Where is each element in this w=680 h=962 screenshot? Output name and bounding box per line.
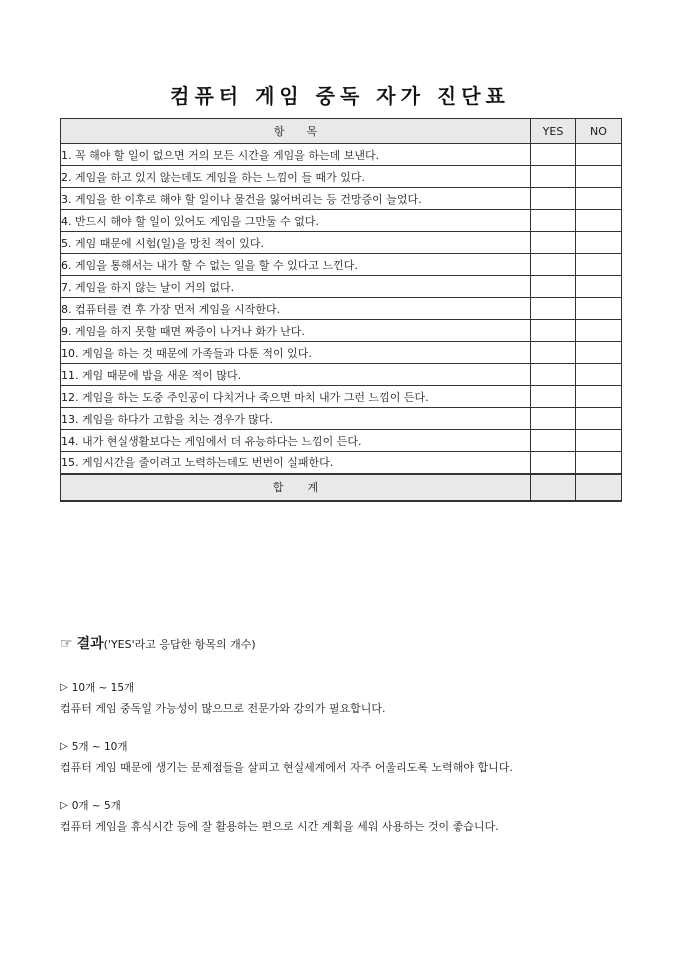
item-text: 3. 게임을 한 이후로 해야 할 일이나 물건을 잃어버리는 등 건망증이 늘었다. [61,188,531,210]
range-description: 컴퓨터 게임 중독일 가능성이 많으므로 전문가와 강의가 필요합니다. [60,702,386,715]
no-cell[interactable] [576,298,622,320]
triangle-right-icon: ▷ [60,740,68,752]
item-text: 15. 게임시간을 줄이려고 노력하는데도 번번이 실패한다. [61,452,531,474]
table-row [61,144,622,166]
no-cell[interactable] [576,430,622,452]
range-label [60,679,386,695]
yes-cell[interactable] [531,320,576,342]
item-text: 14. 내가 현실생활보다는 게임에서 더 유능하다는 느낌이 든다. [61,430,531,452]
yes-cell[interactable] [531,232,576,254]
result-title: 결과 [76,636,104,652]
range-label [60,797,499,813]
item-text: 4. 반드시 해야 할 일이 있어도 게임을 그만둘 수 없다. [61,210,531,232]
no-cell[interactable] [576,342,622,364]
yes-cell[interactable] [531,188,576,210]
range-value: 5개 ~ 10개 [71,740,128,753]
range-value: 10개 ~ 15개 [71,681,135,694]
table-row [61,430,622,452]
table-row [61,254,622,276]
header-yes: YES [531,119,576,144]
yes-cell[interactable] [531,254,576,276]
table-row [61,364,622,386]
yes-cell[interactable] [531,144,576,166]
no-cell[interactable] [576,408,622,430]
total-row [61,474,622,501]
table-row [61,232,622,254]
yes-cell[interactable] [531,298,576,320]
table-row [61,276,622,298]
yes-cell[interactable] [531,276,576,298]
result-heading [60,633,256,653]
item-text: 8. 컴퓨터를 켠 후 가장 먼저 게임을 시작한다. [61,298,531,320]
table-row [61,298,622,320]
no-cell[interactable] [576,320,622,342]
table-row [61,452,622,474]
range-label [60,738,513,754]
header-no: NO [576,119,622,144]
no-cell[interactable] [576,254,622,276]
yes-cell[interactable] [531,210,576,232]
item-text: 6. 게임을 통해서는 내가 할 수 없는 일을 할 수 있다고 느낀다. [61,254,531,276]
no-cell[interactable] [576,452,622,474]
table-row [61,210,622,232]
result-range-block [60,797,499,834]
item-text: 11. 게임 때문에 밤을 새운 적이 많다. [61,364,531,386]
no-cell[interactable] [576,144,622,166]
no-cell[interactable] [576,386,622,408]
range-value: 0개 ~ 5개 [71,799,121,812]
item-text: 2. 게임을 하고 있지 않는데도 게임을 하는 느낌이 들 때가 있다. [61,166,531,188]
table-row [61,320,622,342]
no-cell[interactable] [576,188,622,210]
item-text: 7. 게임을 하지 않는 날이 거의 없다. [61,276,531,298]
no-cell[interactable] [576,276,622,298]
yes-cell[interactable] [531,408,576,430]
table-header-row [61,119,622,144]
page-title: 컴퓨터 게임 중독 자가 진단표 [170,84,510,108]
table-row [61,386,622,408]
range-description: 컴퓨터 게임 때문에 생기는 문제점들을 살피고 현실세계에서 자주 어울리도록 노력해야 합니다. [60,761,513,774]
total-yes-cell[interactable] [531,474,576,501]
yes-cell[interactable] [531,452,576,474]
item-text: 12. 게임을 하는 도중 주인공이 다치거나 죽으면 마치 내가 그런 느낌이 든다. [61,386,531,408]
table-row [61,188,622,210]
no-cell[interactable] [576,210,622,232]
item-text: 9. 게임을 하지 못할 때면 짜증이 나거나 화가 난다. [61,320,531,342]
yes-cell[interactable] [531,364,576,386]
table-row [61,342,622,364]
result-range-block [60,679,386,716]
total-no-cell[interactable] [576,474,622,501]
item-text: 5. 게임 때문에 시험(일)을 망친 적이 있다. [61,232,531,254]
triangle-right-icon: ▷ [60,799,68,811]
no-cell[interactable] [576,232,622,254]
header-item: 항목 [61,119,531,144]
yes-cell[interactable] [531,430,576,452]
yes-cell[interactable] [531,342,576,364]
yes-cell[interactable] [531,386,576,408]
triangle-right-icon: ▷ [60,681,68,693]
range-description: 컴퓨터 게임을 휴식시간 등에 잘 활용하는 편으로 시간 계획을 세워 사용하는 것이 좋습니다. [60,820,499,833]
total-label: 합계 [61,474,531,501]
table-row [61,408,622,430]
item-text: 1. 꼭 해야 할 일이 없으면 거의 모든 시간을 게임을 하는데 보낸다. [61,144,531,166]
item-text: 10. 게임을 하는 것 때문에 가족들과 다툰 적이 있다. [61,342,531,364]
result-subtitle: ('YES'라고 응답한 항목의 개수) [103,638,256,651]
result-range-block [60,738,513,775]
table-row [61,166,622,188]
no-cell[interactable] [576,364,622,386]
item-text: 13. 게임을 하다가 고함을 치는 경우가 많다. [61,408,531,430]
yes-cell[interactable] [531,166,576,188]
checklist-table [60,118,622,502]
no-cell[interactable] [576,166,622,188]
pointing-hand-icon: ☞ [60,636,73,652]
